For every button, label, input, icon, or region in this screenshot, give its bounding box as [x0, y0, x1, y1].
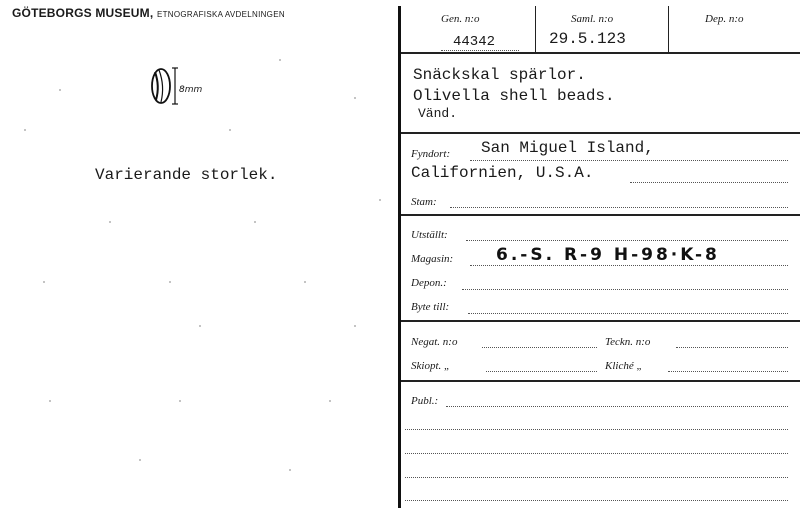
skiopt-label: Skiopt. „: [411, 360, 451, 372]
kliche-dots: [668, 371, 788, 372]
depon-dots: [462, 289, 788, 290]
teckn-label: Teckn. n:o: [605, 336, 651, 348]
negat-label: Negat. n:o: [411, 336, 458, 348]
gen-underline: [441, 50, 519, 51]
gen-value: 44342: [453, 34, 496, 50]
description-line-3: Vänd.: [418, 106, 458, 121]
negat-dots: [482, 347, 597, 348]
publ-dots-1: [446, 406, 788, 407]
magasin-dots: [470, 265, 788, 266]
fyndort-dots-2: [630, 182, 788, 183]
size-note: Varierande storlek.: [95, 166, 278, 184]
header-separator-1: [535, 6, 536, 52]
magasin-value: 6.-S. R-9 H-98·K-8: [496, 245, 720, 265]
fyndort-line-2: Californien, U.S.A.: [411, 164, 594, 182]
fyndort-dots-1: [470, 160, 788, 161]
publ-dots-2: [405, 429, 788, 430]
publ-dots-5: [405, 500, 788, 501]
publ-label: Publ.:: [411, 395, 439, 407]
stam-label: Stam:: [411, 196, 437, 208]
kliche-label: Kliché „: [605, 360, 643, 372]
scale-label: 8mm: [179, 85, 203, 95]
depon-label: Depon.:: [411, 277, 447, 289]
rule-2: [401, 132, 800, 134]
teckn-dots: [676, 347, 788, 348]
skiopt-dots: [486, 371, 597, 372]
publ-dots-3: [405, 453, 788, 454]
rule-4: [401, 320, 800, 322]
magasin-label: Magasin:: [411, 253, 454, 265]
fyndort-line-1: San Miguel Island,: [481, 139, 654, 157]
museum-name: GÖTEBORGS MUSEUM,: [12, 6, 154, 20]
stam-dots: [450, 207, 788, 208]
rule-3: [401, 214, 800, 216]
saml-label: Saml. n:o: [571, 13, 614, 25]
utstallt-dots: [466, 240, 788, 241]
description-line-2: Olivella shell beads.: [413, 87, 615, 105]
header-separator-2: [668, 6, 669, 52]
description-line-1: Snäckskal spärlor.: [413, 66, 586, 84]
rule-5: [401, 380, 800, 382]
rule-1: [401, 52, 800, 54]
paper-specks: [0, 0, 398, 514]
card-divider: [398, 6, 401, 508]
gen-label: Gen. n:o: [441, 13, 480, 25]
utstallt-label: Utställt:: [411, 229, 448, 241]
dep-label: Dep. n:o: [705, 13, 744, 25]
department-name: ETNOGRAFISKA AVDELNINGEN: [156, 10, 285, 19]
fyndort-label: Fyndort:: [411, 148, 451, 160]
byte-label: Byte till:: [411, 301, 450, 313]
byte-dots: [468, 313, 788, 314]
publ-dots-4: [405, 477, 788, 478]
saml-value: 29.5.123: [549, 30, 626, 48]
